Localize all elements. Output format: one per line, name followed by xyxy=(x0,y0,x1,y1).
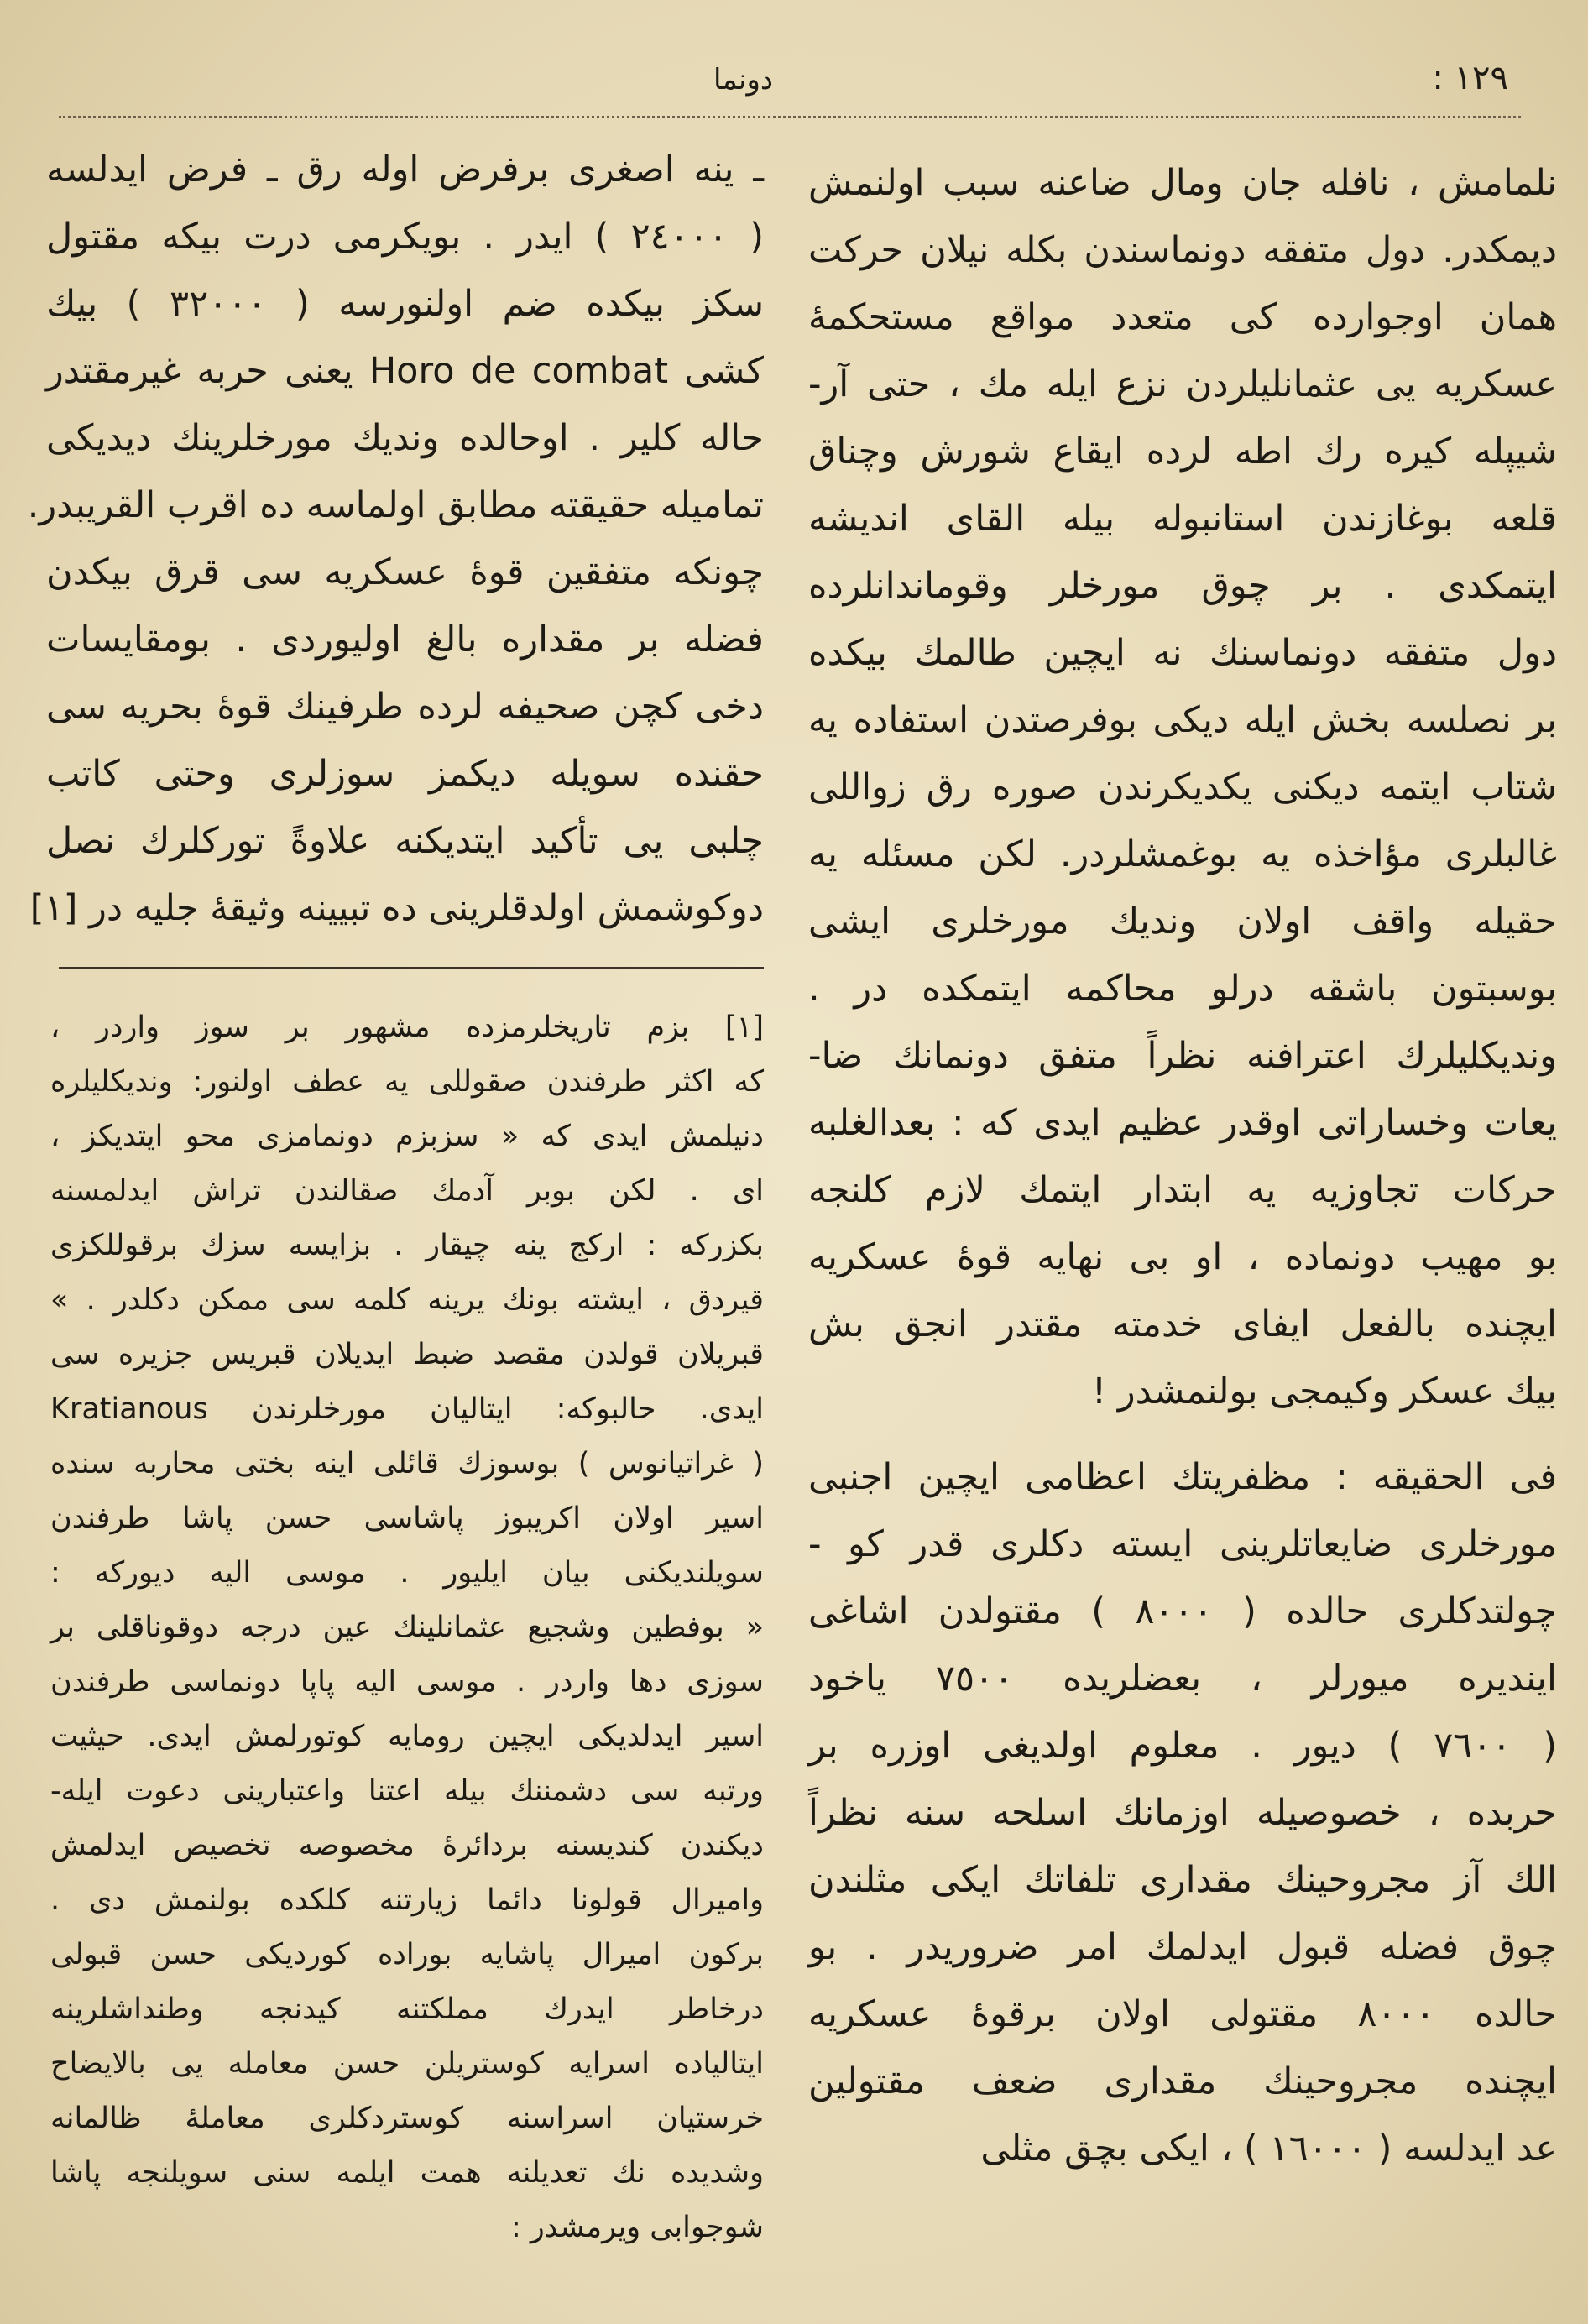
footnote-line: « بوفطین وشجیع عثمانلینك عین درجه دوقوناقلی بر xyxy=(50,1611,764,1644)
footnote-line: ( غراتیانوس ) بوسوزك قائلی اینه بختی محاربه سنده xyxy=(50,1447,764,1481)
footnote-line: قبریلان قولدن مقصد ضبط ایدیلان قبریس جزیره سی xyxy=(50,1338,764,1371)
text-line: حقیله واقف اولان وندیك مورخلری ایشی xyxy=(808,901,1557,943)
text-line: بر نصلسه بخش ایله دیکی بوفرصتدن استفاده یه xyxy=(808,699,1557,741)
right-text-column xyxy=(808,149,1557,2182)
text-line: نلمامش ، نافله جان ومال ضاعنه سبب اولنمش xyxy=(808,162,1557,204)
text-line: ایچنده بالفعل ایفای خدمته مقتدر انجق بش xyxy=(808,1303,1557,1345)
text-line: چونکه متفقین قوهٔ عسکریه سی قرق بیکدن xyxy=(46,551,764,593)
text-line: حقنده سویله دیکمز سوزلری وحتی کاتب xyxy=(46,753,764,795)
page-number: ١٢٩ : xyxy=(1432,59,1508,97)
footnote-line: درخاطر ایدرك مملکتنه کیدنجه وطنداشلرینه xyxy=(50,1992,764,2026)
text-line: ( ٢٤٠٠٠ ) ایدر . بویکرمی درت بیکه مقتول xyxy=(46,216,764,258)
footnote-line: وامیرال قولونا دائما زیارتنه کلکده بولنمش دی . xyxy=(50,1883,764,1917)
footnote-separator xyxy=(59,967,764,969)
text-line: فی الحقیقه : مظفریتك اعظامی ایچین اجنبی xyxy=(808,1456,1557,1498)
text-line: حربده ، خصوصیله اوزمانك اسلحه سنه نظراً xyxy=(808,1792,1557,1834)
text-line: چولتدکلری حالده ( ٨٠٠٠ ) مقتولدن اشاغی xyxy=(808,1590,1557,1632)
text-line: کشی Horo de combat یعنی حربه غیرمقتدر xyxy=(46,350,764,392)
footnote-line: سویلندیکنی بیان ایلیور . موسی الیه دیورکه : xyxy=(50,1556,764,1590)
footnote-line: ای . لکن بوبر آدمك صقالندن تراش ایدلمسنه xyxy=(50,1174,764,1208)
text-line: حاله کلیر . اوحالده وندیك مورخلرینك دیدیکی xyxy=(46,417,764,459)
text-line: بو مهیب دونماده ، او بی نهایه قوهٔ عسکریه xyxy=(808,1236,1557,1278)
footnote-line: وشدیده نك تعدیلنه همت ایلمه سنی سویلنجه پاشا xyxy=(50,2156,764,2190)
text-line: فضله بر مقداره بالغ اولیوردی . بومقایسات xyxy=(46,619,764,661)
text-line: چوق فضله قبول ایدلمك امر ضروریدر . بو xyxy=(808,1926,1557,1968)
text-line: دوکوشمش اولدقلرینی ده تبیینه وثیقهٔ جلیه در [١] xyxy=(29,887,764,929)
text-line: بیك عسکر وکیمجی بولنمشدر ! xyxy=(1091,1371,1557,1413)
text-line: ـ ینه اصغری برفرض اوله رق ـ فرض ایدلسه xyxy=(46,149,764,191)
text-line: حالده ٨٠٠٠ مقتولی اولان برقوهٔ عسکریه xyxy=(808,1993,1557,2035)
footnote-line: برکون امیرال پاشایه بوراده کوردیکی حسن قبولی xyxy=(50,1938,764,1971)
footnote-line: دنیلمش ایدی که « سزبزم دونمامزی محو ایتدیکز ، xyxy=(50,1120,764,1153)
footnote-line: سوزی دها واردر . موسی الیه پاپا دونماسی طرفندن xyxy=(50,1665,764,1699)
text-line: چلبی یی تأکید ایتدیکنه علاوةً تورکلرك نصل xyxy=(46,820,764,862)
text-line: ( ٧٦٠٠ ) دیور . معلوم اولدیغی اوزره بر xyxy=(808,1725,1557,1767)
footnote-line: شوجوابی ویرمشدر : xyxy=(510,2211,764,2244)
text-line: شیپله کیره رك اطه لرده ایقاع شورش وچناق xyxy=(808,431,1557,473)
text-line: دیمکدر. دول متفقه دونماسندن بکله نیلان حرکت xyxy=(808,229,1557,271)
footnote-line: ایتالیاده اسرایه کوستریلن حسن معامله یی بالایضاح xyxy=(50,2047,764,2081)
text-line: ایتمکدی . بر چوق مورخلر وقوماندانلرده xyxy=(808,565,1557,607)
text-line: قلعه بوغازندن استانبوله بیله القای اندیشه xyxy=(808,498,1557,540)
text-line: شتاب ایتمه دیکنی یکدیکرندن صوره رق زواللی xyxy=(808,766,1557,808)
text-line: الك آز مجروحینك مقداری تلفاتك ایکی مثلندن xyxy=(808,1859,1557,1901)
footnote-line: اسیر اولان اکریبوز پاشاسی حسن پاشا طرفندن xyxy=(50,1501,764,1535)
text-line: ایندیره میورلر ، بعضلریده ٧٥٠٠ یاخود xyxy=(808,1658,1557,1700)
footnote-line: ورتبه سی دشمننك بیله اعتنا واعتبارینی دعوت ایله- xyxy=(50,1774,764,1808)
text-line: وندیکلیلرك اعترافنه نظراً متفق دونمانك ضا- xyxy=(808,1035,1557,1077)
footnote-line: ایدی. حالبوکه: ایتالیان مورخلرندن Kratianous xyxy=(50,1392,764,1426)
text-line: تماميله حقیقته مطابق اولماسه ده اقرب القریبدر. xyxy=(27,484,764,526)
left-text-column xyxy=(27,136,765,942)
running-title: دونما xyxy=(713,63,774,97)
text-line: دول متفقه دونماسنك نه ایچین طالمك بیکده xyxy=(808,632,1557,674)
text-line: غالبلری مؤاخذه یه بوغمشلردر. لکن مسئله یه xyxy=(808,833,1557,875)
text-line: عسکریه یی عثمانلیلردن نزع ایله مك ، حتی آر- xyxy=(808,363,1557,405)
footnote-line: که اکثر طرفندن صقوللی یه عطف اولنور: وندیکلیلره xyxy=(50,1065,764,1099)
text-line: ایچنده مجروحینك مقداری ضعف مقتولین xyxy=(808,2060,1557,2102)
text-line: همان اوجوارده کی متعدد مواقع مستحکمهٔ xyxy=(808,296,1557,338)
footnote-line: دیکندن کندیسنه بردائرهٔ مخصوصه تخصیص ایدلمش xyxy=(50,1829,764,1862)
footnote-line: [١] بزم تاریخلرمزده مشهور بر سوز واردر ، xyxy=(50,1011,764,1044)
footnote-block xyxy=(50,1000,764,2255)
text-line: یعات وخساراتی اوقدر عظیم ایدی که : بعدالغلبه xyxy=(808,1102,1557,1144)
text-line: سکز بیکده ضم اولنورسه ( ٣٢٠٠٠ ) بیك xyxy=(46,283,765,325)
text-line: حرکات تجاوزیه یه ابتدار ایتمك لازم کلنجه xyxy=(808,1169,1557,1211)
header-dotted-rule xyxy=(59,116,1521,118)
text-line: دخی کچن صحیفه لرده طرفینك قوهٔ بحریه سی xyxy=(46,686,764,728)
footnote-line: قیردق ، ایشته بونك یرینه کلمه سی ممکن دکلدر . » xyxy=(50,1283,764,1317)
footnote-line: خرستیان اسراسنه کوستردکلری معاملهٔ ظالمانه xyxy=(50,2102,764,2135)
footnote-line: بکزرکه : ارکج ینه چیقار . بزایسه سزك برقوللکزی xyxy=(50,1229,764,1262)
footnote-line: اسیر ایدلدیکی ایچین رومایه کوتورلمش ایدی. حیثیت xyxy=(50,1720,764,1753)
text-line: مورخلری ضایعاتلرینی ایسته دکلری قدر کو - xyxy=(808,1523,1557,1565)
text-line: بوسبتون باشقه درلو محاکمه ایتمکده در . xyxy=(808,968,1557,1010)
text-line: عد ایدلسه ( ١٦٠٠٠ ) ، ایکی بچق مثلی xyxy=(980,2128,1557,2170)
paragraph-gap xyxy=(808,1425,1557,1444)
